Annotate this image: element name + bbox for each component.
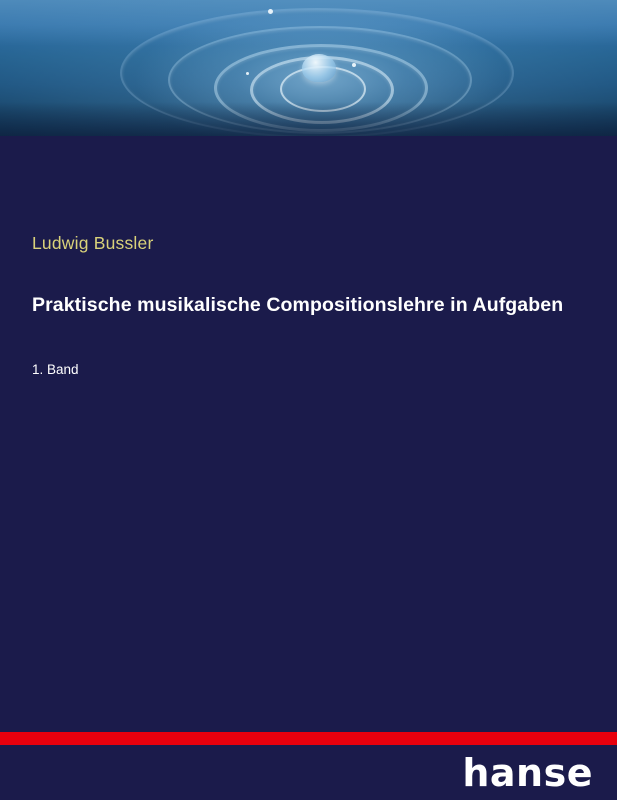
book-subtitle: 1. Band [32,362,79,377]
water-droplet [302,54,336,82]
water-speck-2 [352,63,356,67]
publisher-logo: hanse [462,751,593,795]
water-bottom-shade [0,102,617,136]
accent-bar [0,732,617,745]
book-title: Praktische musikalische Compositionslehre in Aufgaben [32,294,564,316]
water-speck-3 [246,72,249,75]
author-name: Ludwig Bussler [32,233,154,253]
water-drop-ripple-photo [0,0,617,136]
water-speck-1 [268,9,273,14]
cover-text-block [32,232,572,380]
cover-footer [0,745,617,800]
